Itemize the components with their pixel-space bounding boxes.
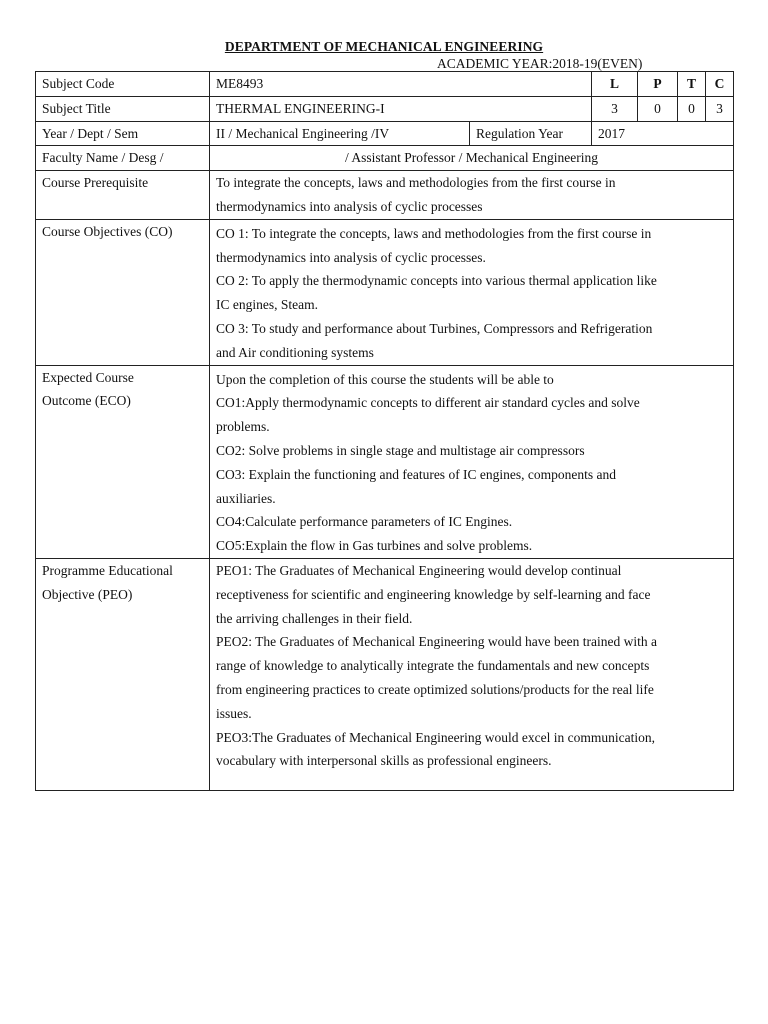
value-C: 3 <box>706 96 734 121</box>
row-faculty <box>36 146 734 171</box>
academic-year: ACADEMIC YEAR:2018-19(EVEN) <box>437 56 643 71</box>
value-P: 0 <box>638 96 678 121</box>
co-line: IC engines, Steam. <box>216 297 318 313</box>
eco-line: CO4:Calculate performance parameters of IC Engines. <box>216 514 513 530</box>
year-dept-sem-label: Year / Dept / Sem <box>36 121 210 146</box>
peo-line: PEO2: The Graduates of Mechanical Engineering would have been trained with a <box>216 634 657 650</box>
header-T: T <box>678 72 706 97</box>
peo-line: PEO3:The Graduates of Mechanical Engineering would excel in communication, <box>216 729 655 745</box>
row-expected-outcome <box>36 365 734 558</box>
co-line: thermodynamics into analysis of cyclic processes. <box>216 249 486 265</box>
peo-line: vocabulary with interpersonal skills as professional engineers. <box>216 753 552 769</box>
regulation-year-value: 2017 <box>592 121 734 146</box>
eco-line: CO5:Explain the flow in Gas turbines and solve problems. <box>216 538 533 554</box>
prerequisite-label: Course Prerequisite <box>36 171 210 220</box>
value-T: 0 <box>678 96 706 121</box>
peo-line: the arriving challenges in their field. <box>216 610 413 626</box>
peo-value <box>210 558 734 790</box>
subject-title-label: Subject Title <box>36 96 210 121</box>
year-dept-sem-value: II / Mechanical Engineering /IV <box>210 121 470 146</box>
eco-line: CO1:Apply thermodynamic concepts to different air standard cycles and solve <box>216 395 640 411</box>
peo-line: PEO1: The Graduates of Mechanical Engineering would develop continual <box>216 562 622 578</box>
co-line: and Air conditioning systems <box>216 344 374 360</box>
expected-outcome-value <box>210 365 734 558</box>
row-peo <box>36 558 734 790</box>
row-subject-code <box>36 72 734 97</box>
header-L: L <box>592 72 638 97</box>
course-objectives-label: Course Objectives (CO) <box>36 219 210 365</box>
expected-outcome-label <box>36 365 210 558</box>
eco-line: Upon the completion of this course the students will be able to <box>216 371 554 387</box>
peo-label-line: Programme Educational <box>42 562 173 578</box>
peo-line: range of knowledge to analytically integrate the fundamentals and new concepts <box>216 658 650 674</box>
eco-line: auxiliaries. <box>216 490 276 506</box>
subject-code-label: Subject Code <box>36 72 210 97</box>
eco-line: CO2: Solve problems in single stage and multistage air compressors <box>216 442 585 458</box>
prerequisite-line: thermodynamics into analysis of cyclic processes <box>216 198 483 214</box>
row-course-objectives <box>36 219 734 365</box>
peo-label <box>36 558 210 790</box>
eco-line: CO3: Explain the functioning and features of IC engines, components and <box>216 466 617 482</box>
prerequisite-line: To integrate the concepts, laws and methodologies from the first course in <box>216 175 616 191</box>
eco-line: problems. <box>216 419 270 435</box>
co-line: CO 1: To integrate the concepts, laws and methodologies from the first course in <box>216 225 652 241</box>
row-subject-title <box>36 96 734 121</box>
course-objectives-value <box>210 219 734 365</box>
prerequisite-value <box>210 171 734 220</box>
row-prerequisite <box>36 171 734 220</box>
department-title: DEPARTMENT OF MECHANICAL ENGINEERING <box>224 39 544 54</box>
co-line: CO 3: To study and performance about Turbines, Compressors and Refrigeration <box>216 320 653 336</box>
eco-label-line: Expected Course <box>42 369 134 385</box>
regulation-year-label: Regulation Year <box>470 121 592 146</box>
peo-label-line: Objective (PEO) <box>42 586 133 602</box>
peo-line: issues. <box>216 705 252 721</box>
faculty-label: Faculty Name / Desg / <box>36 146 210 171</box>
eco-label-line: Outcome (ECO) <box>42 393 131 409</box>
subject-title-value: THERMAL ENGINEERING-I <box>210 96 592 121</box>
peo-line: receptiveness for scientific and engineering knowledge by self-learning and face <box>216 586 651 602</box>
course-info-table <box>35 71 734 791</box>
faculty-value: / Assistant Professor / Mechanical Engineering <box>210 146 734 171</box>
co-line: CO 2: To apply the thermodynamic concepts into various thermal application like <box>216 273 657 289</box>
peo-line: from engineering practices to create optimized solutions/products for the real life <box>216 681 654 697</box>
header-C: C <box>706 72 734 97</box>
row-year-dept-sem <box>36 121 734 146</box>
subject-code-value: ME8493 <box>210 72 592 97</box>
header-P: P <box>638 72 678 97</box>
value-L: 3 <box>592 96 638 121</box>
